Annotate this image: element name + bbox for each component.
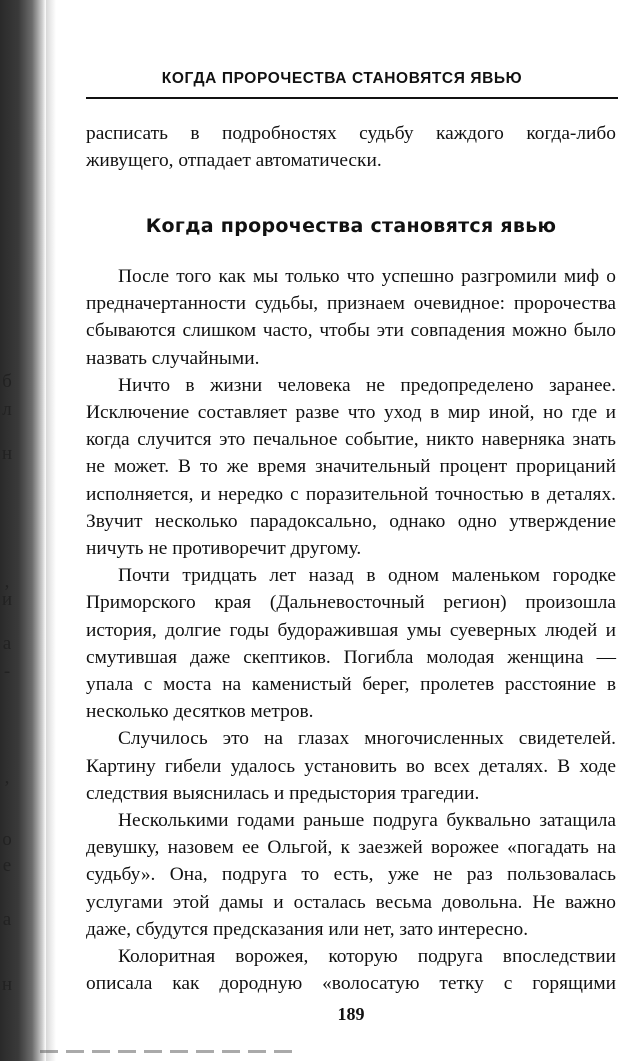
margin-fragment: а bbox=[2, 633, 12, 654]
running-header: КОГДА ПРОРОЧЕСТВА СТАНОВЯТСЯ ЯВЬЮ bbox=[161, 70, 523, 87]
margin-fragment: , bbox=[4, 571, 10, 592]
margin-fragment: - bbox=[3, 661, 11, 682]
paragraph: После того как мы только что успешно разгромили миф о предначертанности судьбы, признаем очевидное: пророчества сбываются слишком часто, чтобы эти совпадения можно было назвать случайными. bbox=[86, 266, 616, 369]
page-number: 189 bbox=[337, 1004, 365, 1024]
section-title: Когда пророчества становятся явью bbox=[145, 215, 557, 237]
margin-fragment: а bbox=[2, 909, 12, 930]
intro-line: расписать в подробностях судьбу каждого когда-либо bbox=[86, 123, 616, 144]
header-rule bbox=[86, 97, 618, 99]
margin-fragment: н bbox=[1, 443, 13, 464]
margin-fragment: л bbox=[2, 399, 12, 420]
paragraph: Случилось это на глазах многочисленных свидетелей. Картину гибели удалось установить во всех деталях. В ходе следствия выяснилась и предыстория трагедии. bbox=[86, 728, 616, 804]
margin-fragment: о bbox=[2, 829, 12, 850]
scan-artifact bbox=[40, 1050, 300, 1053]
paragraph: Ничто в жизни человека не предопределено заранее. Исключение составляет разве что уход в мир иной, но где и когда случится это печальное событие, никто наверняка знать не может. В то же время значительный процент прорицаний исполняется, и нередко с поразительной точностью в деталях. Звучит несколько парадоксально, однако одно утверждение ничуть не противоречит другому. bbox=[86, 374, 616, 560]
margin-fragment: и bbox=[1, 589, 13, 610]
body-text bbox=[86, 263, 616, 997]
margin-fragment: н bbox=[1, 974, 13, 995]
book-spine-shadow bbox=[0, 0, 46, 1061]
intro-text bbox=[86, 120, 616, 174]
margin-fragment: е bbox=[2, 855, 12, 876]
margin-fragment: , bbox=[4, 767, 10, 788]
margin-fragment: б bbox=[2, 371, 12, 392]
intro-line: живущего, отпадает автоматически. bbox=[86, 150, 382, 172]
paragraph: Почти тридцать лет назад в одном маленьком городке Приморского края (Дальневосточный регион) произошла история, долгие годы будоражившая умы суеверных людей и смутившая даже скептиков. Погибла молодая женщина — упала с моста на каменистый берег, пролетев расстояние в несколько десятков метров. bbox=[86, 565, 616, 723]
paragraph: Колоритная ворожея, которую подруга впоследствии описала как дородную «волосатую тетку с горящими bbox=[86, 946, 616, 995]
paragraph: Несколькими годами раньше подруга буквально затащила девушку, назовем ее Ольгой, к заезжей ворожее «погадать на судьбу». Она, подруга то есть, уже не раз пользовалась услугами этой дамы и осталась весьма довольна. Не важно даже, сбудутся предсказания или нет, зато интересно. bbox=[86, 810, 616, 940]
spine-edge bbox=[46, 0, 56, 1061]
